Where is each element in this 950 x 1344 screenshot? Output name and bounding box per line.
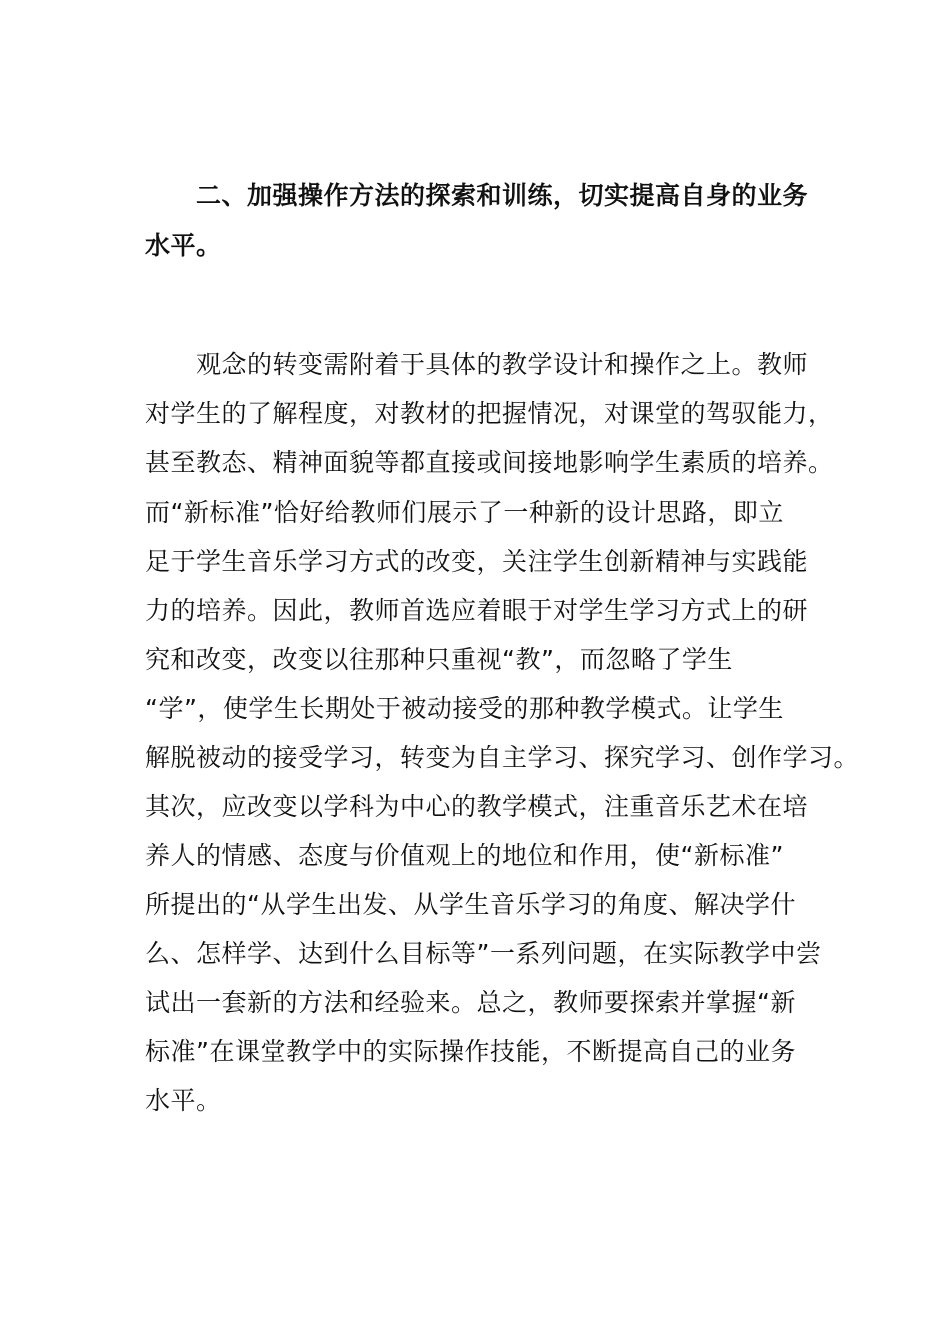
paragraph-line: 力的培养。因此，教师首选应着眼于对学生学习方式上的研 [145, 596, 809, 625]
heading-line: 水平。 [145, 231, 222, 260]
paragraph-line: 观念的转变需附着于具体的教学设计和操作之上。教师 [196, 350, 809, 379]
paragraph-line: 其次，应改变以学科为中心的教学模式，注重音乐艺术在培 [145, 792, 809, 821]
paragraph-line: 试出一套新的方法和经验来。总之，教师要探索并掌握“新 [145, 988, 796, 1017]
paragraph-line: 所提出的“从学生出发、从学生音乐学习的角度、解决学什 [145, 890, 796, 919]
paragraph-line: 水平。 [145, 1086, 222, 1115]
paragraph-line: 对学生的了解程度，对教材的把握情况，对课堂的驾驭能力， [145, 399, 834, 428]
paragraph-line: 养人的情感、态度与价值观上的地位和作用，使“新标准” [145, 841, 784, 870]
paragraph-line: 甚至教态、精神面貌等都直接或间接地影响学生素质的培养。 [145, 448, 834, 477]
paragraph-line: 究和改变，改变以往那种只重视“教”，而忽略了学生 [145, 645, 733, 674]
paragraph-line: 足于学生音乐学习方式的改变，关注学生创新精神与实践能 [145, 547, 809, 576]
paragraph-line: 而“新标准”恰好给教师们展示了一种新的设计思路，即立 [145, 498, 784, 527]
paragraph-line: 解脱被动的接受学习，转变为自主学习、探究学习、创作学习。 [145, 743, 860, 772]
paragraph-line: 标准”在课堂教学中的实际操作技能，不断提高自己的业务 [145, 1037, 796, 1066]
paragraph-line: “学”，使学生长期处于被动接受的那种教学模式。让学生 [145, 694, 784, 723]
heading-line: 二、加强操作方法的探索和训练，切实提高自身的业务 [196, 181, 809, 210]
paragraph-line: 么、怎样学、达到什么目标等”一系列问题，在实际教学中尝 [145, 939, 822, 968]
